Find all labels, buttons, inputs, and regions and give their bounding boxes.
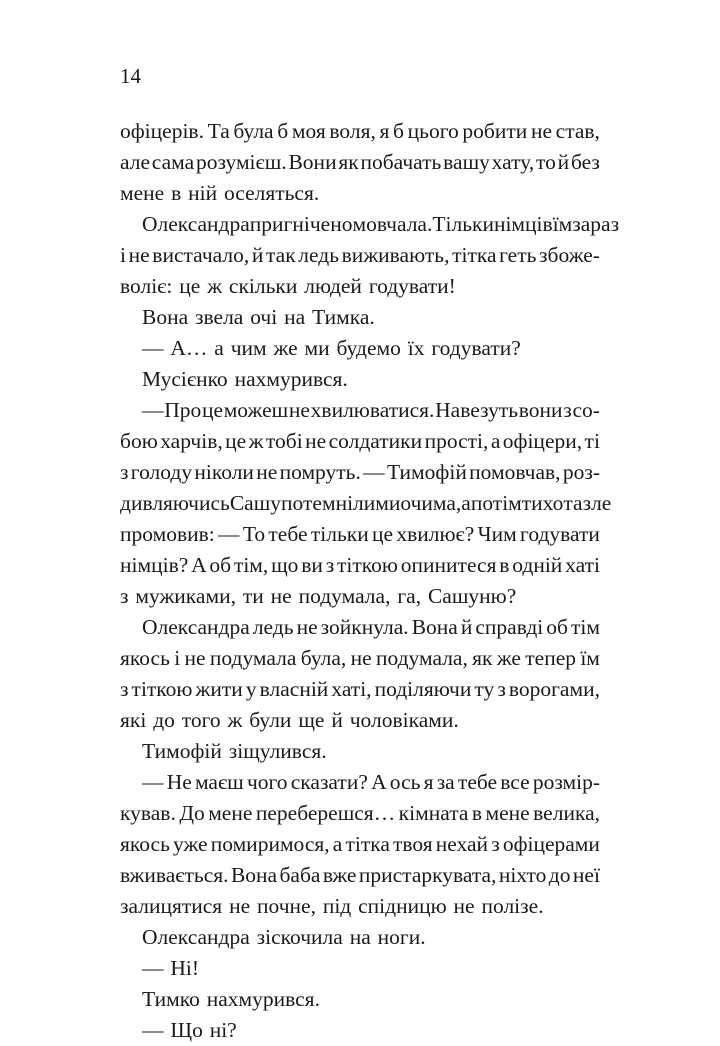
word: А — [191, 553, 207, 577]
word: ту — [474, 677, 495, 701]
word: зойкнула. — [320, 615, 409, 639]
word: вашу — [443, 150, 490, 174]
word: не — [350, 646, 372, 670]
word: Вона — [142, 305, 189, 329]
word: зіскочила — [256, 925, 343, 949]
text-line — [120, 364, 600, 395]
word: переберешся… — [255, 801, 396, 825]
text-line — [120, 240, 600, 271]
word: тебе — [268, 522, 308, 546]
text-line — [120, 581, 600, 612]
word: з — [325, 553, 335, 577]
word: їм — [552, 212, 573, 236]
word: одній — [512, 553, 563, 577]
word: Сашу — [229, 491, 282, 515]
word: не — [270, 584, 292, 608]
word: неї — [572, 863, 600, 887]
word: це — [201, 398, 223, 422]
word: їм — [580, 646, 600, 670]
word: годувати! — [368, 274, 456, 298]
word: став, — [555, 119, 600, 143]
word: була, — [300, 646, 347, 670]
text-line — [120, 829, 600, 860]
word: хвилюватися. — [310, 398, 435, 422]
word: тіткою — [337, 553, 398, 577]
word: тепер — [525, 646, 577, 670]
word: солдатики — [328, 429, 423, 453]
word: До — [179, 801, 205, 825]
word: со- — [572, 398, 600, 422]
word: я — [423, 770, 434, 794]
word: ми — [304, 336, 330, 360]
word: з — [563, 398, 572, 422]
word: офіцерів. — [120, 119, 204, 143]
word: Вони — [288, 150, 337, 174]
word: маєш — [194, 770, 244, 794]
word: Навезуть — [435, 398, 519, 422]
text-line — [120, 1015, 600, 1046]
word: чоловіками. — [349, 708, 459, 732]
word: поділяючи — [374, 677, 472, 701]
word: була — [233, 119, 274, 143]
word: полізе. — [481, 894, 544, 918]
word: ж — [227, 708, 243, 732]
word: й — [460, 615, 473, 639]
word: нахмурився. — [206, 987, 320, 1011]
text-line — [120, 612, 600, 643]
word: зле — [582, 491, 612, 515]
word: Ні! — [170, 956, 200, 980]
word: збоже- — [539, 243, 600, 267]
word: тебе — [457, 770, 498, 794]
word: ледь — [252, 615, 294, 639]
word: почне, — [257, 894, 316, 918]
word: б — [393, 119, 404, 143]
word: розмір- — [532, 770, 600, 794]
word: Тимко — [142, 987, 200, 1011]
word: годувати — [520, 522, 600, 546]
word: баба — [279, 863, 321, 887]
word: тільки — [310, 522, 369, 546]
word: а — [490, 429, 501, 453]
word: мужиками, — [135, 584, 236, 608]
word: їх — [407, 336, 425, 360]
word: німців — [493, 212, 553, 236]
word: ви — [301, 553, 323, 577]
word: як — [338, 150, 359, 174]
word: звела — [195, 305, 244, 329]
text-line — [120, 488, 612, 519]
word: тихо — [521, 491, 564, 515]
word: Вона — [230, 863, 278, 887]
word: у — [245, 677, 257, 701]
word: за — [436, 770, 455, 794]
text-line — [120, 922, 600, 953]
word: голоду — [130, 460, 193, 484]
word: і — [120, 243, 126, 267]
word: тітка — [452, 243, 497, 267]
word: геть — [499, 243, 537, 267]
text-line — [120, 147, 600, 178]
word: ледь — [298, 243, 340, 267]
word: не — [305, 429, 327, 453]
word: хату, — [491, 150, 535, 174]
word: ворогами, — [508, 677, 600, 701]
word: сказати? — [290, 770, 368, 794]
word: що — [271, 553, 299, 577]
word: можеш — [223, 398, 289, 422]
word: прості, — [424, 429, 489, 453]
word: помиримося, — [210, 832, 330, 856]
text-line — [120, 209, 620, 240]
word: були — [249, 708, 292, 732]
word: тім, — [233, 553, 269, 577]
word: вживається. — [120, 863, 229, 887]
word: мовчала. — [352, 212, 433, 236]
word: а — [332, 832, 343, 856]
word: ще — [298, 708, 325, 732]
word: б — [277, 119, 289, 143]
word: того — [181, 708, 221, 732]
word: воліє: — [120, 274, 173, 298]
word: не — [184, 646, 206, 670]
word: ось — [389, 770, 421, 794]
text-line — [120, 798, 600, 829]
word: людей — [304, 274, 362, 298]
word: же — [496, 646, 521, 670]
word: й — [251, 243, 264, 267]
word: — — [142, 956, 164, 980]
word: ніхто — [498, 863, 547, 887]
word: а — [461, 491, 471, 515]
word: і — [174, 646, 181, 670]
text-line — [120, 860, 600, 891]
word: ж — [248, 429, 264, 453]
text-line — [120, 333, 600, 364]
word: — — [142, 336, 164, 360]
word: й — [331, 708, 343, 732]
word: так — [266, 243, 296, 267]
word: же — [273, 336, 298, 360]
text-line — [120, 116, 600, 147]
text-line — [120, 395, 600, 426]
word: чим — [230, 336, 267, 360]
word: Мусієнко — [142, 367, 228, 391]
word: тіткою — [131, 677, 193, 701]
word: не — [296, 615, 318, 639]
word: в — [499, 553, 510, 577]
word: не — [453, 894, 475, 918]
word: помовчав, — [469, 460, 561, 484]
word: Олександра — [142, 615, 250, 639]
word: справді — [475, 615, 544, 639]
word: робити — [462, 119, 528, 143]
word: власній — [259, 677, 329, 701]
word: Про — [164, 398, 202, 422]
word: на — [284, 305, 306, 329]
word: якось — [120, 832, 170, 856]
text-line — [120, 674, 600, 705]
word: ті — [584, 429, 600, 453]
word: мене — [208, 801, 253, 825]
text-line — [120, 767, 600, 798]
word: тобі — [265, 429, 303, 453]
word: моя — [291, 119, 326, 143]
word: тім — [570, 615, 600, 639]
word: Тільки — [432, 212, 494, 236]
word: — — [142, 1018, 164, 1042]
word: уже — [173, 832, 208, 856]
text-line — [120, 705, 600, 736]
text-line — [120, 271, 600, 302]
text-line — [120, 178, 600, 209]
word: залицятися — [120, 894, 223, 918]
word: ніколи — [194, 460, 254, 484]
word: офіцери, — [502, 429, 583, 453]
word: цього — [407, 119, 459, 143]
word: ж — [207, 274, 223, 298]
word: на — [349, 925, 371, 949]
word: до — [153, 708, 175, 732]
word: помруть. — [279, 460, 361, 484]
word: тітка — [345, 832, 390, 856]
word: з — [120, 677, 129, 701]
word: вистачало, — [152, 243, 250, 267]
text-line — [120, 457, 600, 488]
word: твоя — [393, 832, 433, 856]
word: й — [557, 150, 570, 174]
word: Олександра — [142, 925, 250, 949]
word: німців? — [120, 553, 189, 577]
body-text — [120, 116, 620, 1046]
word: я — [379, 119, 390, 143]
word: все — [500, 770, 530, 794]
word: не — [128, 243, 150, 267]
text-line — [120, 953, 600, 984]
word: Сашуню? — [427, 584, 517, 608]
word: з — [497, 677, 506, 701]
word: мене — [120, 181, 165, 205]
word: це — [372, 522, 394, 546]
word: ній — [188, 181, 218, 205]
word: зіщулився. — [228, 739, 327, 763]
word: сама — [151, 150, 195, 174]
word: Тимофій — [386, 460, 467, 484]
word: очі — [250, 305, 278, 329]
word: нехай — [435, 832, 489, 856]
word: — — [142, 770, 164, 794]
word: побачать — [360, 150, 442, 174]
word: з — [120, 460, 129, 484]
word: очима, — [400, 491, 462, 515]
word: ти — [242, 584, 264, 608]
word: хаті — [565, 553, 600, 577]
word: вже — [322, 863, 357, 887]
word: харчів, — [160, 429, 223, 453]
word: подумала, — [298, 584, 391, 608]
word: не — [229, 894, 251, 918]
word: роз- — [562, 460, 600, 484]
word: не — [256, 460, 278, 484]
word: Що — [170, 1018, 203, 1042]
word: в — [171, 181, 182, 205]
word: хвилює? — [396, 522, 475, 546]
word: бою — [120, 429, 158, 453]
word: Тимка. — [312, 305, 375, 329]
text-line — [120, 643, 600, 674]
word: А… — [170, 336, 208, 360]
word: спідницю — [358, 894, 447, 918]
word: об — [209, 553, 232, 577]
word: без — [570, 150, 600, 174]
word: хаті, — [331, 677, 372, 701]
word: подумала, — [375, 646, 468, 670]
word: пристаркувата, — [358, 863, 497, 887]
text-line — [120, 519, 600, 550]
text-line — [120, 426, 600, 457]
word: як — [472, 646, 493, 670]
word: офіцерами — [502, 832, 600, 856]
word: це — [179, 274, 201, 298]
word: га, — [397, 584, 422, 608]
word: об — [546, 615, 568, 639]
text-line — [120, 550, 600, 581]
word: це — [225, 429, 247, 453]
word: подумала — [209, 646, 297, 670]
word: годувати? — [431, 336, 521, 360]
word: велика, — [533, 801, 600, 825]
word: опинитеся — [400, 553, 497, 577]
word: скільки — [228, 274, 298, 298]
word: жити — [195, 677, 243, 701]
word: Тимофій — [142, 739, 222, 763]
word: То — [242, 522, 266, 546]
word: пригнічено — [249, 212, 353, 236]
word: в — [471, 801, 483, 825]
word: кував. — [120, 801, 176, 825]
word: розумієш. — [195, 150, 287, 174]
word: та — [563, 491, 583, 515]
word: потім — [470, 491, 522, 515]
word: потемнілими — [281, 491, 401, 515]
word: якось — [120, 646, 170, 670]
page-number: 14 — [120, 64, 141, 88]
word: не — [530, 119, 552, 143]
word: — — [363, 460, 385, 484]
word: чого — [246, 770, 288, 794]
word: ні? — [209, 1018, 237, 1042]
word: — — [142, 398, 164, 422]
word: воля, — [329, 119, 376, 143]
word: Олександра — [142, 212, 250, 236]
word: промовив: — [120, 522, 215, 546]
word: нахмурився. — [234, 367, 348, 391]
word: але — [120, 150, 151, 174]
word: ноги. — [377, 925, 426, 949]
text-line — [120, 302, 600, 333]
word: не — [288, 398, 310, 422]
word: а — [214, 336, 224, 360]
word: з — [120, 584, 129, 608]
word: будемо — [336, 336, 401, 360]
word: Не — [166, 770, 192, 794]
word: під — [322, 894, 352, 918]
word: то — [535, 150, 556, 174]
word: Чим — [477, 522, 517, 546]
word: — — [218, 522, 240, 546]
word: з — [491, 832, 500, 856]
text-line — [120, 736, 600, 767]
word: які — [120, 708, 147, 732]
word: виживають, — [341, 243, 450, 267]
word: дивляючись — [120, 491, 230, 515]
word: до — [548, 863, 571, 887]
word: мене — [485, 801, 530, 825]
word: зараз — [572, 212, 620, 236]
word: кімната — [398, 801, 469, 825]
word: оселяться. — [223, 181, 320, 205]
word: А — [371, 770, 387, 794]
text-line — [120, 891, 600, 922]
word: Та — [207, 119, 230, 143]
word: вони — [518, 398, 563, 422]
word: Вона — [411, 615, 458, 639]
